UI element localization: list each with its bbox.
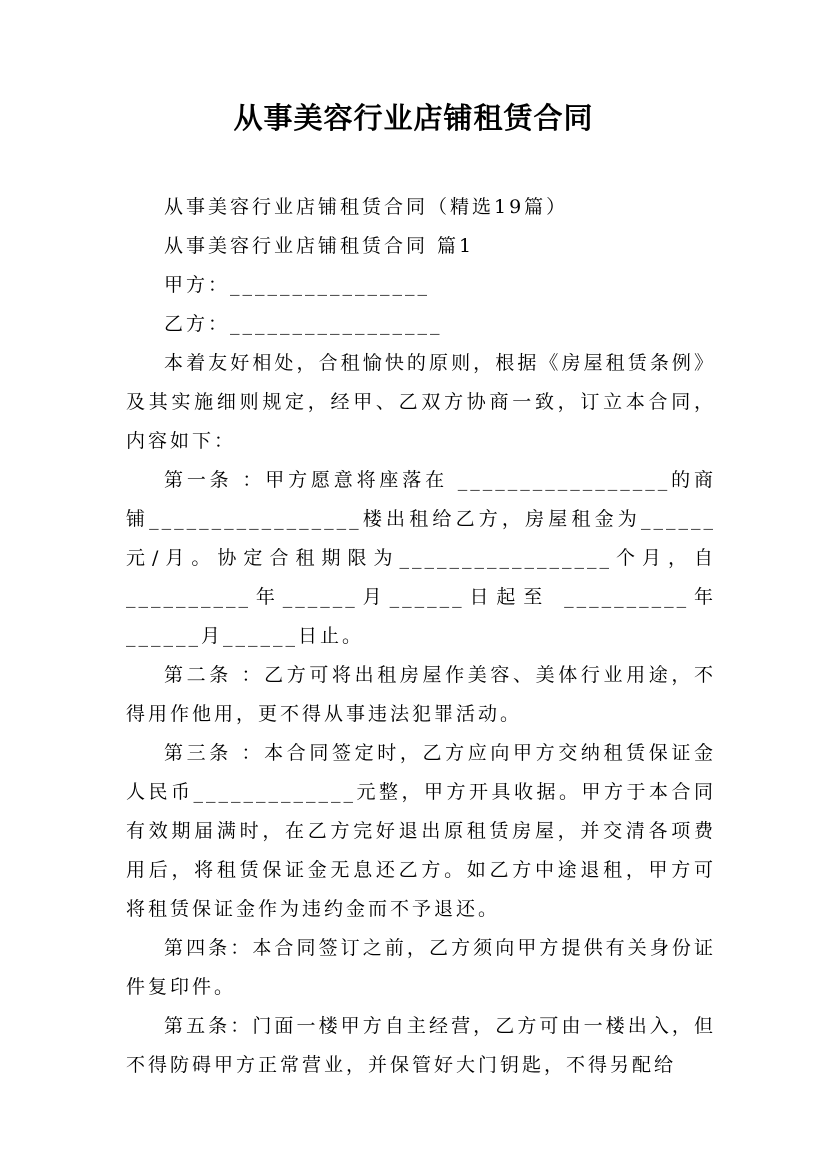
subtitle-paragraph: 从事美容行业店铺租赁合同（精选19篇） bbox=[164, 196, 569, 218]
article-4-paragraph: 第四条：本合同签订之前，乙方须向甲方提供有关身份证件复印件。 bbox=[126, 937, 716, 998]
article-1-paragraph: 第一条 ：甲方愿意将座落在 _________________的商铺_________________楼出租给乙方，房屋租金为______元/月。协定合租期限为_________________个月，自 __________年______月______日起至 __________年______月______日止。 bbox=[126, 469, 716, 647]
article-5-paragraph: 第五条：门面一楼甲方自主经营，乙方可由一楼出入，但不得防碍甲方正常营业，并保管好大门钥匙，不得另配给 bbox=[126, 1015, 716, 1076]
article-3-paragraph: 第三条 ：本合同签定时，乙方应向甲方交纳租赁保证金人民币_____________元整，甲方开具收据。甲方于本合同有效期届满时，在乙方完好退出原租赁房屋，并交清各项费用后，将租赁保证金无息还乙方。如乙方中途退租，甲方可将租赁保证金作为违约金而不予退还。 bbox=[126, 742, 716, 920]
party-b-line: 乙方：_________________ bbox=[164, 313, 443, 335]
section-heading: 从事美容行业店铺租赁合同 篇1 bbox=[164, 235, 475, 257]
party-a-line: 甲方：________________ bbox=[164, 274, 431, 296]
article-2-paragraph: 第二条 ：乙方可将出租房屋作美容、美体行业用途，不得用作他用，更不得从事违法犯罪活动。 bbox=[126, 664, 716, 725]
document-body bbox=[126, 188, 716, 1085]
preamble-paragraph: 本着友好相处，合租愉快的原则，根据《房屋租赁条例》及其实施细则规定，经甲、乙双方协商一致，订立本合同，内容如下： bbox=[126, 352, 716, 452]
document-title: 从事美容行业店铺租赁合同 bbox=[233, 101, 594, 135]
